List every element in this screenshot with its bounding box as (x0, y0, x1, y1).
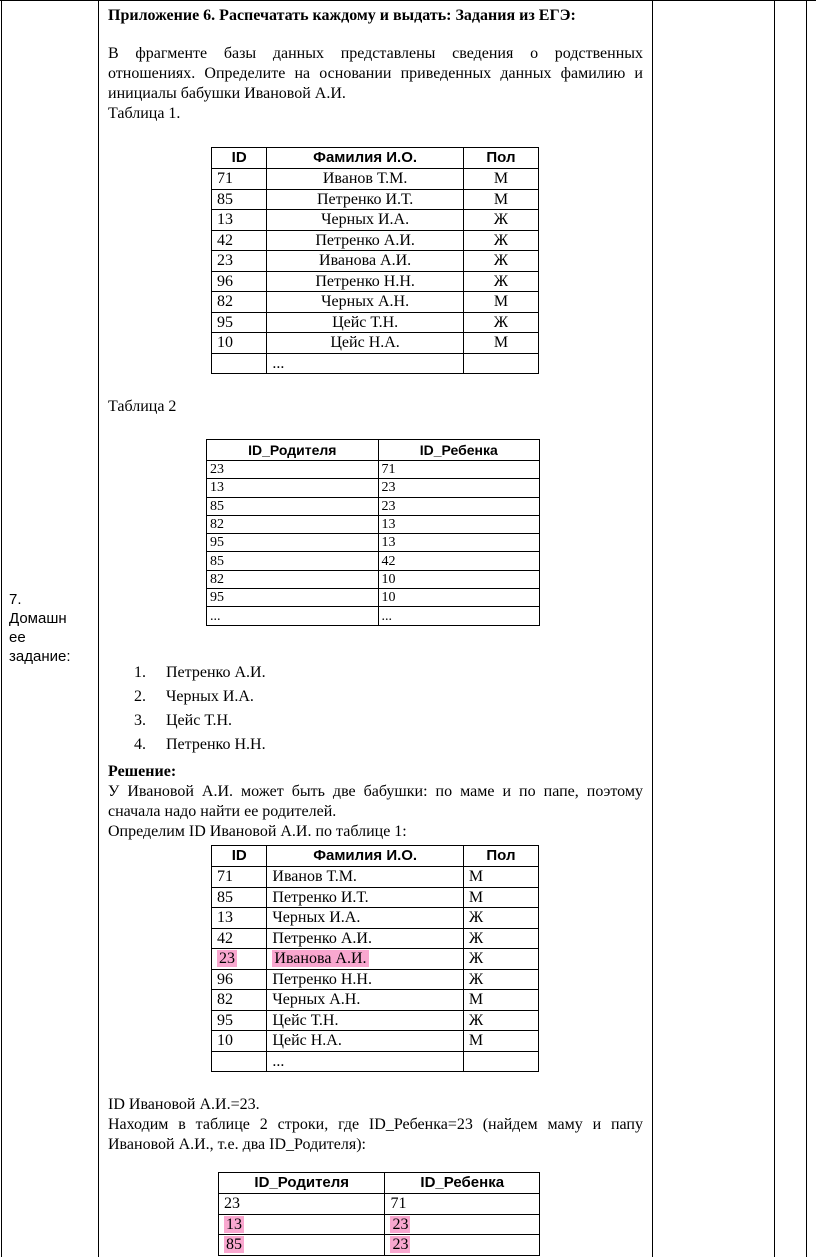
table-cell: Иванов Т.М. (267, 867, 463, 888)
table-cell: ... (378, 607, 540, 625)
answer-option: 2. Черных И.А. (150, 686, 266, 710)
table-cell: 42 (378, 552, 540, 570)
table-cell: Черных И.А. (267, 210, 464, 231)
column-header: Фамилия И.О. (267, 846, 463, 867)
table-row (219, 1194, 540, 1215)
solution-paragraph-1: У Ивановой А.И. может быть две бабушки: по маме и по папе, поэтому сначала надо найти ее родителей. (108, 783, 643, 820)
table-cell (212, 1051, 267, 1072)
table-row (212, 251, 539, 272)
row-label-line: Домашн (9, 610, 67, 627)
table-cell: 85 (207, 552, 379, 570)
table-header-row (219, 1173, 540, 1194)
table-cell: 42 (212, 928, 267, 949)
table-cell: 13 (207, 479, 379, 497)
table-cell: 82 (212, 990, 267, 1011)
table-cell (463, 353, 538, 374)
table-cell: 96 (212, 271, 267, 292)
table-cell: ... (207, 607, 379, 625)
table-cell: 95 (207, 589, 379, 607)
table-cell: 13 (212, 210, 267, 231)
column-header: ID_Родителя (219, 1173, 385, 1194)
table-cell: 82 (212, 292, 267, 313)
table-cell: М (463, 333, 538, 354)
table-cell: 10 (212, 1031, 267, 1052)
appendix-heading: Приложение 6. Распечатать каждому и выдать: Задания из ЕГЭ: (108, 7, 576, 24)
table-cell: 95 (207, 534, 379, 552)
table1-caption: Таблица 1. (108, 105, 181, 122)
table-cell (385, 1214, 540, 1235)
table-cell (219, 1214, 385, 1235)
highlight-mark: Иванова А.И. (274, 950, 367, 968)
answer-option: 3. Цейс Т.Н. (150, 710, 266, 734)
table-cell: Ж (463, 908, 538, 929)
table-cell: Черных И.А. (267, 908, 463, 929)
table-header-row (212, 148, 539, 169)
table-row (212, 908, 539, 929)
table-cell: Петренко А.И. (267, 928, 463, 949)
table-row (212, 969, 539, 990)
table-cell: 23 (207, 461, 379, 479)
table-2-partial (218, 1172, 540, 1256)
solution-paragraph-4: Находим в таблице 2 строки, где ID_Ребенка=23 (найдем маму и папу Ивановой А.И., т.е. два ID_Родителя): (108, 1116, 643, 1153)
highlight-mark: 23 (392, 1236, 409, 1254)
table-cell: Петренко И.Т. (267, 887, 463, 908)
table-cell: Петренко И.Т. (267, 189, 464, 210)
table-cell: Черных А.Н. (267, 292, 464, 313)
table-cell: М (463, 1031, 538, 1052)
table-cell: 71 (212, 169, 267, 190)
table-cell: 23 (212, 251, 267, 272)
table-cell (385, 1235, 540, 1256)
table2-caption: Таблица 2 (108, 398, 177, 415)
table-cell (463, 1051, 538, 1072)
table-1-solution (211, 845, 539, 1072)
table-cell: Иванова А.И. (267, 251, 464, 272)
table-cell: Ж (463, 949, 538, 970)
table-cell: Ж (463, 210, 538, 231)
table-row-highlighted (212, 949, 539, 970)
table-cell: ... (267, 1051, 463, 1072)
table-cell (212, 353, 267, 374)
table-row (212, 189, 539, 210)
table-cell: 23 (378, 497, 540, 515)
table-cell: Ж (463, 271, 538, 292)
answer-option: 4. Петренко Н.Н. (150, 734, 266, 758)
table-row (212, 1051, 539, 1072)
table-cell: Цейс Т.Н. (267, 1010, 463, 1031)
table-cell: М (463, 169, 538, 190)
table-cell: М (463, 990, 538, 1011)
table-row (207, 607, 540, 625)
solution-paragraph-2: Определим ID Ивановой А.И. по таблице 1: (108, 823, 407, 840)
table-cell: ... (267, 353, 464, 374)
table-cell: 10 (378, 570, 540, 588)
table-cell (219, 1235, 385, 1256)
answer-options (128, 662, 266, 758)
answer-option: 1. Петренко А.И. (150, 662, 266, 686)
table-row (212, 312, 539, 333)
table-row (212, 1010, 539, 1031)
table-cell: М (463, 887, 538, 908)
highlight-mark: 23 (219, 950, 235, 968)
intro-text: В фрагменте базы данных представлены сведения о родственных отношениях. Определите на основании приведенных данных фамилию и инициалы бабушки Ивановой А.И. (108, 45, 643, 102)
table-cell: 13 (378, 534, 540, 552)
column-header: Пол (463, 846, 538, 867)
table-cell: 85 (212, 887, 267, 908)
table-cell: Петренко А.И. (267, 230, 464, 251)
table-cell: Ж (463, 312, 538, 333)
table-cell: 10 (212, 333, 267, 354)
solution-title: Решение: (108, 763, 177, 780)
column-header: ID_Ребенка (385, 1173, 540, 1194)
table-row (212, 210, 539, 231)
table-1 (211, 147, 539, 374)
table-cell: М (463, 189, 538, 210)
table-cell (267, 949, 463, 970)
table-cell: М (463, 292, 538, 313)
table-row (212, 230, 539, 251)
table-row (207, 534, 540, 552)
table-row (212, 271, 539, 292)
table-row (207, 497, 540, 515)
table-cell: Ж (463, 969, 538, 990)
table-cell: Цейс Т.Н. (267, 312, 464, 333)
column-header: ID (212, 148, 267, 169)
table-row (212, 887, 539, 908)
intro-paragraph (108, 44, 643, 124)
table-header-row (207, 440, 540, 461)
table-row-highlighted (219, 1235, 540, 1256)
column-header: ID (212, 846, 267, 867)
table-cell: 96 (212, 969, 267, 990)
table-cell: Цейс Н.А. (267, 333, 464, 354)
highlight-mark: 23 (392, 1215, 409, 1233)
table-cell: 95 (212, 1010, 267, 1031)
table-row (212, 292, 539, 313)
column-header: Пол (463, 148, 538, 169)
table-row (212, 333, 539, 354)
table-cell: Цейс Н.А. (267, 1031, 463, 1052)
table-cell: Ж (463, 1010, 538, 1031)
table-cell: 23 (378, 479, 540, 497)
table-cell: 13 (378, 515, 540, 533)
table-cell: 82 (207, 515, 379, 533)
column-header: ID_Ребенка (378, 440, 540, 461)
table-cell: 13 (212, 908, 267, 929)
table-cell: Петренко Н.Н. (267, 969, 463, 990)
table-2 (206, 439, 540, 626)
table-cell: 85 (207, 497, 379, 515)
row-label-line: ее (9, 629, 26, 646)
table-header-row (212, 846, 539, 867)
table-row (212, 169, 539, 190)
table-row (207, 552, 540, 570)
table-row (207, 479, 540, 497)
row-label-line: 7. (9, 591, 22, 608)
table-cell (212, 949, 267, 970)
table-cell: 82 (207, 570, 379, 588)
solution-paragraph-3: ID Ивановой А.И.=23. (108, 1096, 260, 1113)
table-cell: Черных А.Н. (267, 990, 463, 1011)
table-row (207, 570, 540, 588)
highlight-mark: 85 (226, 1236, 242, 1254)
table-row (212, 990, 539, 1011)
table-row (212, 1031, 539, 1052)
table-cell: 23 (219, 1194, 385, 1215)
table-cell: Иванов Т.М. (267, 169, 464, 190)
table-cell: 95 (212, 312, 267, 333)
table-row (212, 353, 539, 374)
table-cell: 10 (378, 589, 540, 607)
column-header: ID_Родителя (207, 440, 379, 461)
table-cell: М (463, 867, 538, 888)
table-row-highlighted (219, 1214, 540, 1235)
highlight-mark: 13 (226, 1215, 242, 1233)
row-label-line: задание: (9, 648, 71, 665)
table-cell: 71 (212, 867, 267, 888)
table-cell: 42 (212, 230, 267, 251)
table-cell: 85 (212, 189, 267, 210)
table-row (212, 928, 539, 949)
table-cell: Ж (463, 251, 538, 272)
column-header: Фамилия И.О. (267, 148, 464, 169)
table-row (207, 515, 540, 533)
table-cell: 71 (378, 461, 540, 479)
table-cell: Ж (463, 230, 538, 251)
row-label (9, 590, 89, 666)
table-cell: Ж (463, 928, 538, 949)
table-row (212, 867, 539, 888)
table-row (207, 589, 540, 607)
table-row (207, 461, 540, 479)
table-cell: 71 (385, 1194, 540, 1215)
table-cell: Петренко Н.Н. (267, 271, 464, 292)
